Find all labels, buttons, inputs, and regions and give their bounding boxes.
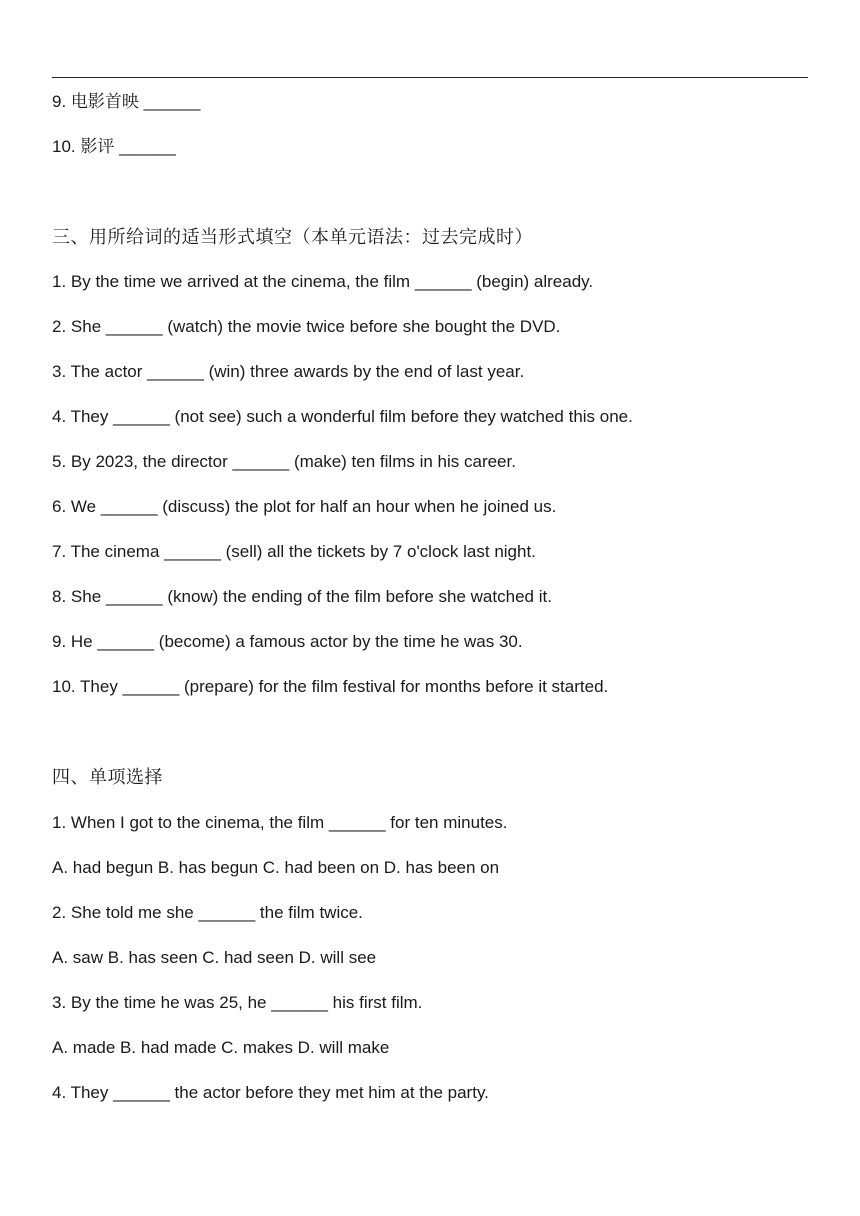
fill-blank-item-4: 4. They ______ (not see) such a wonderful film before they watched this one.	[52, 407, 633, 426]
fill-blank-item-9: 9. He ______ (become) a famous actor by the time he was 30.	[52, 632, 523, 651]
mc-options-3: A. made B. had made C. makes D. will make	[52, 1038, 390, 1057]
fill-blank-item-1: 1. By the time we arrived at the cinema, the film ______ (begin) already.	[52, 272, 594, 291]
mc-options-2: A. saw B. has seen C. had seen D. will see	[52, 948, 377, 967]
section-3-heading: 三、用所给词的适当形式填空（本单元语法：过去完成时）	[52, 227, 533, 247]
mc-question-1: 1. When I got to the cinema, the film ______ for ten minutes.	[52, 813, 508, 832]
vocab-item-10: 10. 影评 ______	[52, 137, 176, 156]
mc-question-3: 3. By the time he was 25, he ______ his first film.	[52, 993, 423, 1012]
fill-blank-item-7: 7. The cinema ______ (sell) all the tickets by 7 o'clock last night.	[52, 542, 536, 561]
mc-question-2: 2. She told me she ______ the film twice.	[52, 903, 363, 922]
top-divider	[52, 77, 808, 78]
fill-blank-item-2: 2. She ______ (watch) the movie twice before she bought the DVD.	[52, 317, 561, 336]
fill-blank-item-10: 10. They ______ (prepare) for the film festival for months before it started.	[52, 677, 609, 696]
fill-blank-item-8: 8. She ______ (know) the ending of the film before she watched it.	[52, 587, 552, 606]
section-4-heading: 四、单项选择	[52, 767, 163, 787]
fill-blank-item-3: 3. The actor ______ (win) three awards by the end of last year.	[52, 362, 525, 381]
fill-blank-item-5: 5. By 2023, the director ______ (make) ten films in his career.	[52, 452, 516, 471]
vocab-item-9: 9. 电影首映 ______	[52, 92, 201, 111]
fill-blank-item-6: 6. We ______ (discuss) the plot for half an hour when he joined us.	[52, 497, 557, 516]
mc-question-4: 4. They ______ the actor before they met him at the party.	[52, 1083, 489, 1102]
mc-options-1: A. had begun B. has begun C. had been on D. has been on	[52, 858, 500, 877]
